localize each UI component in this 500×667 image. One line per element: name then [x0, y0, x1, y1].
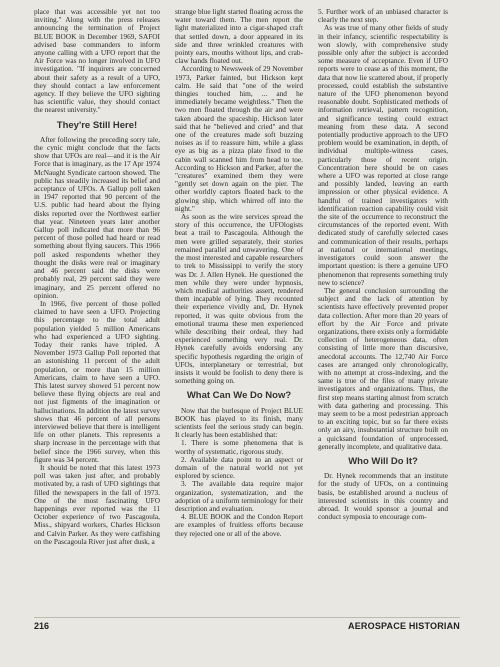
paragraph: place that was accessible yet not too inviting." Along with the press releases announcing the termination of Project BLUE BOOK in December 1969, SAFOI advised base commanders to inform anyone calling with a UFO report that the Air Force was no longer involved in UFO investigation. "If inquirers are concerned about their safety as a result of a UFO, they should contact a law enforcement agency. If they believe the UFO sighting has scientific value, they should contact the nearest university." [34, 7, 160, 115]
text-column-2 [175, 8, 303, 538]
paragraph: The general conclusion surrounding the subject and the lack of attention by scientists have effectively prevented proper data collection. After more than 20 years of effort by the Air Force and private organizations, there exists only a formidable collection of heterogeneous data, often consisting of little more than discursive, anecdotal accounts. The 12,740 Air Force cases are arranged only chronologically, with no attempt at cross-indexing, and the same is true of the files of many private investigators and organizations. Thus, the first step means starting almost from scratch with data gathering and processing. This may seem to be a most pedestrian approach to an exciting topic, but so far there exists only an airy, insubstantial structure built on a quicksand foundation of unprocessed, generally incomplete, and qualitative data. [318, 285, 448, 451]
section-heading: What Can We Do Now? [186, 390, 292, 402]
list-item: 1. There is some phenomena that is worthy of systematic, rigorous study. [175, 438, 303, 456]
text-column-1 [34, 8, 160, 546]
section-heading: They're Still Here! [56, 119, 138, 131]
paragraph: strange blue light started floating across the water toward them. The men report the light materialized into a cigar-shaped craft that settled down, a door appeared in its side and three wrinkled creatures with pointy ears, mouths without lips, and crab-claw hands floated out. [175, 7, 303, 66]
footer-rule [34, 617, 460, 618]
paragraph: As soon as the wire services spread the story of this occurrence, the UFOlogists beat a trail to Pascagoula. Although the men were grilled separately, their stories remained parallel and unwavering. One of the most interested and capable researchers to trek to Mississippi to verify the story was Dr. J. Allen Hynek. He questioned the men while they were under hypnosis, which medical authorities assert, rendered them incapable of lying. They recounted their experience vividly and, Dr. Hynek reported, it was quite obvious from the emotional trauma these men experienced while describing their ordeal, they had experienced something very real. Dr. Hynek carefully avoids endorsing any specific hypothesis regarding the origin of UFOs, interplanetary or terrestrial, but insists it would be foolish to deny there is something going on. [175, 212, 303, 386]
publication-title: AEROSPACE HISTORIAN [348, 621, 460, 631]
paragraph: According to Newsweek of 29 November 1973, Parker fainted, but Hickson kept calm. He said that "one of the weird thingies touched him, ... and he immediately became weightless." Then the two men floated through the air and were taken aboard the spaceship. Hickson later said that he "believed and cried" and that one of the creatures made soft buzzing noises as if to reassure him, while a glass eye as big as a pizza plate fixed to the cabin wall scanned him from head to toe. According to Hickson and Parker, after the "creatures" examined them they were "gently set down again on the pier. The other worldly captors floated back to the glowing ship, which whirred off into the night." [175, 64, 303, 213]
list-item: 2. Available data point to an aspect or domain of the natural world not yet explored by science. [175, 454, 303, 481]
paragraph: As was true of many other fields of study in their infancy, scientific respectability is won slowly, with comprehensive study possible only after the subject is accorded some measure of acceptance. Even if UFO reports were to cease as of this moment, the data that now lie scattered about, if properly processed, could establish the substantive nature of the UFO phenomenon beyond reasonable doubt. Sophisticated methods of information retrieval, pattern recognition, and significance testing could extract meaning from these data. A second potentially productive approach to the UFO problem would be examination, in depth, of individual multiple-witness cases, particularly those of recent origin. Concentration here should be on cases where a UFO was reported at close range and possibly landed, leaving an earth impression or other physical evidence. A handful of trained investigators with identification reaction capability could visit the site of the occurrence to reconstruct the circumstances of the reported event. With dedicated study of carefully selected cases and communication of their results, perhaps at national or international meetings, investigators could soon answer the important question: is there a genuine UFO phenomenon that represents something truly new to science? [318, 23, 448, 287]
list-item: 3. The available data require major organization, systematization, and the adoption of a uniform terminology for their description and evaluation. [175, 479, 303, 513]
paragraph: Dr. Hynek recommends that an institute for the study of UFOs, on a continuing basis, be established around a nucleus of interested scientists in this country and abroad. It would sponsor a journal and conduct symposia to encourage com- [318, 471, 448, 522]
list-item: 5. Further work of an unbiased character is clearly the next step. [318, 7, 448, 25]
paragraph: Now that the burlesque of Project BLUE BOOK has played to its finish, many scientists feel the serious study can begin. It clearly has been established that: [175, 405, 303, 440]
paragraph: In 1966, five percent of those polled claimed to have seen a UFO. Projecting this percentage to the total adult population yielded 5 million Americans who had experienced a UFO sighting. Today their ranks have tripled. A November 1973 Gallup Poll reported that an astonishing 11 percent of the adult population, or more than 15 million Americans, claim to have seen a UFO. This latest survey showed 51 percent now believe these flying objects are real and not just figments of the imagination or hallucinations. In addition the latest survey shows that 46 percent of all persons interviewed believe that there is intelligent life on other planets. This represents a sharp increase in the percentage with that belief since the 1966 survey, when this figure was 34 percent. [34, 298, 160, 464]
paragraph: It should be noted that this latest 1973 poll was taken just after, and probably motivated by, a rash of UFO sightings that filled the newspapers in the fall of 1973. One of the most fascinating UFO happenings ever reported was the 11 October experience of two Pascagoula, Miss., shipyard workers, Charles Hickson and Calvin Parker. As they were catfishing on the Pascagoula River just after dusk, a [34, 462, 160, 546]
section-heading: Who Will Do It? [348, 455, 418, 467]
paragraph: After following the preceding sorry tale, the cynic might conclude that the facts show that UFOs are real—and it is the Air Force that is imaginary, as the 17 Apr 1974 McNaught Syndicate cartoon showed. The public has steadily increased its belief and acceptance of UFOs. A Gallup poll taken in 1947 reported that 90 percent of the U.S. public had heard about the flying disks reported over the Northwest earlier that year. Nineteen years later another Gallup poll indicated that more than 96 percent of those polled had heard or read something about flying saucers. This 1966 poll asked respondents whether they thought the disks were real or imaginary and 46 percent said the disks were probably real, 29 percent said they were imaginary, and 25 percent offered no opinion. [34, 134, 160, 300]
page-number: 216 [34, 621, 50, 631]
text-column-3 [318, 8, 448, 521]
list-item: 4. BLUE BOOK and the Condon Report are examples of fruitless efforts because they rejected one or all of the above. [175, 512, 303, 538]
